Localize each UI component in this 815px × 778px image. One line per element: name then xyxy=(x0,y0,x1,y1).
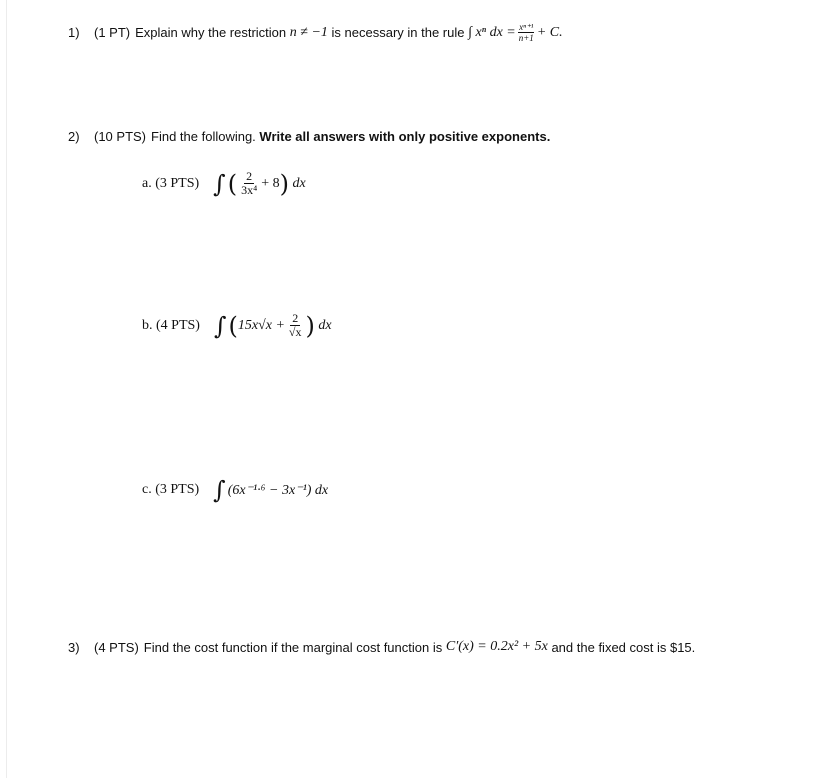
question-1-rule-fraction xyxy=(518,22,535,43)
question-1-text: Explain why the restriction xyxy=(135,25,287,40)
right-paren: ) xyxy=(279,169,290,198)
rule-denominator: n+1 xyxy=(518,33,534,43)
question-3-text: Find the cost function if the marginal cost function is xyxy=(143,639,443,655)
question-1-rule-tail: + C. xyxy=(536,24,563,40)
question-2b-dx: dx xyxy=(318,317,332,333)
question-1 xyxy=(68,22,563,43)
integral-sign-icon: ∫ xyxy=(213,169,226,198)
question-2b-label: b. (4 PTS) xyxy=(142,317,200,333)
question-1-number: 1) xyxy=(68,25,80,40)
question-3-number: 3) xyxy=(68,639,80,655)
fraction-numerator: 2 xyxy=(246,169,253,183)
question-3-formula: C′(x) = 0.2x² + 5x xyxy=(445,639,548,654)
question-3-text2: and the fixed cost is $15. xyxy=(551,639,696,655)
question-2c-label: c. (3 PTS) xyxy=(142,482,200,497)
question-1-rule-lhs: ∫ xⁿ dx = xyxy=(468,24,516,40)
integral-sign-icon: ∫ xyxy=(213,476,226,504)
question-1-restriction: n ≠ −1 xyxy=(289,24,328,40)
question-2a-dx: dx xyxy=(292,175,306,191)
fraction-denominator: 3x⁴ xyxy=(241,183,258,197)
fraction-denominator: √x xyxy=(288,325,302,339)
question-2 xyxy=(68,129,550,144)
question-2-emphasis: Write all answers with only positive exponents. xyxy=(259,129,551,144)
right-paren: ) xyxy=(305,311,315,340)
question-1-points: (1 PT) xyxy=(94,25,131,40)
question-2a xyxy=(142,170,306,197)
question-1-text2: is necessary in the rule xyxy=(331,25,465,40)
question-2b-term: 15x√x + xyxy=(237,317,285,333)
question-2a-fraction xyxy=(239,170,259,197)
page-edge xyxy=(6,0,7,778)
question-2a-tail: + 8 xyxy=(261,175,280,191)
integral-sign-icon: ∫ xyxy=(213,311,227,340)
left-paren: ( xyxy=(227,169,238,198)
question-2-text: Find the following. xyxy=(151,129,256,144)
question-2b xyxy=(142,312,332,339)
question-2b-fraction xyxy=(287,312,304,339)
rule-numerator: xⁿ⁺¹ xyxy=(519,22,534,32)
question-2c xyxy=(142,478,328,502)
question-2-points: (10 PTS) xyxy=(94,129,147,144)
question-3 xyxy=(68,639,695,655)
left-paren: ( xyxy=(228,311,238,340)
question-2a-label: a. (3 PTS) xyxy=(142,175,200,191)
fraction-numerator: 2 xyxy=(292,311,299,325)
question-2-number: 2) xyxy=(68,129,80,144)
question-3-points: (4 PTS) xyxy=(94,639,139,655)
question-2c-expression: (6x⁻¹·⁶ − 3x⁻¹) dx xyxy=(227,482,329,498)
